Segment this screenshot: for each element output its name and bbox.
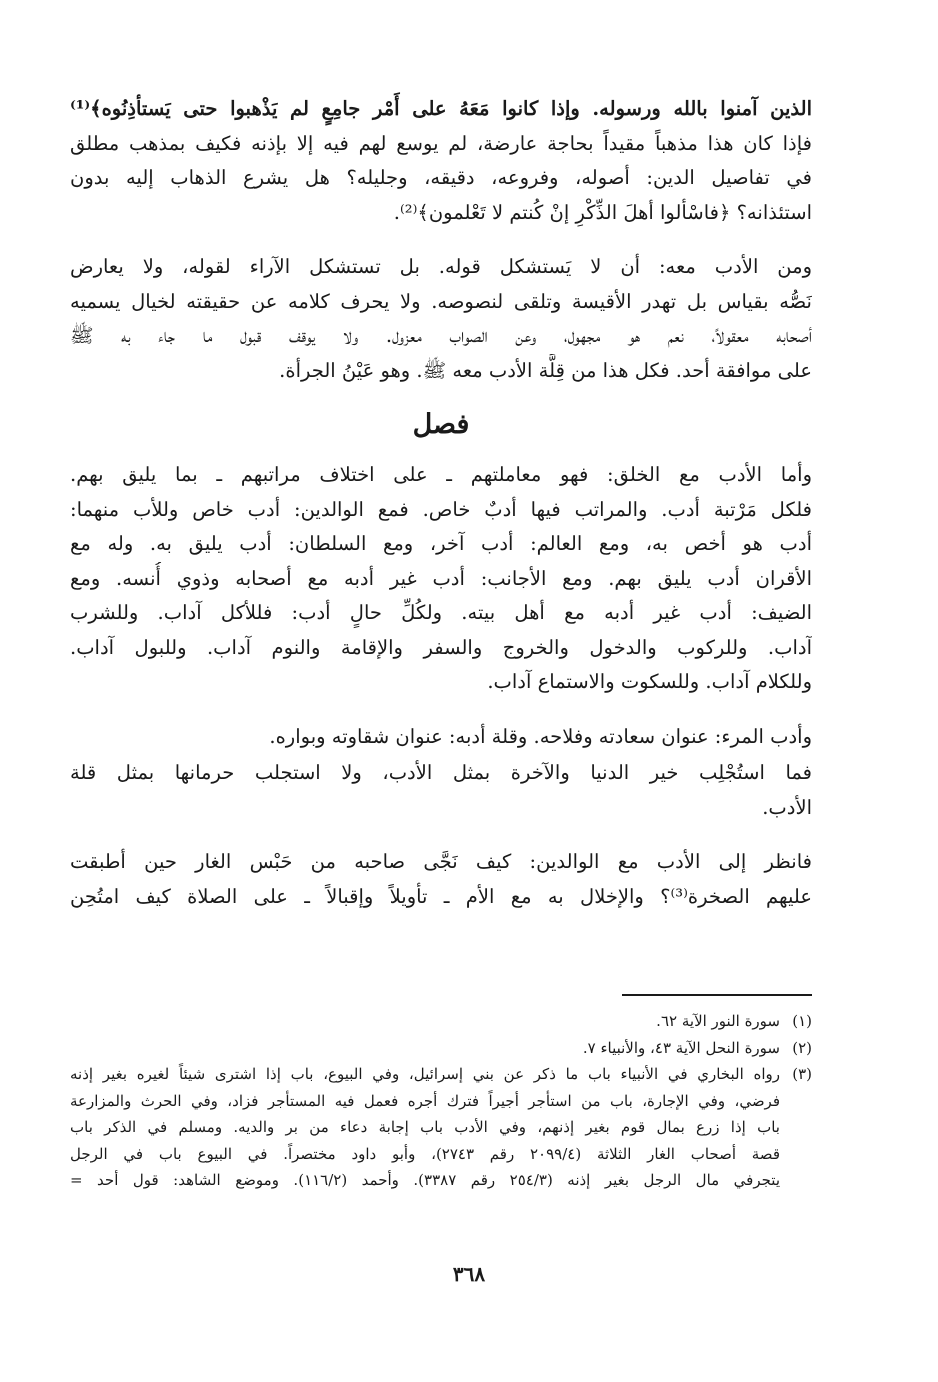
footnote-2 — [70, 1035, 812, 1062]
footnote-number: (٣) — [792, 1065, 812, 1083]
text-line: أدب هو أخص به، ومع العالم: أدب آخر، ومع السلطان: أدب يليق به. وله مع — [70, 532, 812, 555]
section-title: فصل — [412, 409, 470, 440]
text-line: قصة أصحاب الغار الثلاثة (٢٠٩٩/٤ رقم ٢٧٤٣)، وأبو داود مختصراً. في البيوع باب في الرجل — [70, 1144, 780, 1163]
text-line: رواه البخاري في الأنبياء باب ما ذكر عن بني إسرائيل، وفي البيوع، باب إذا اشترى شيئاً لغيره بغير إذنه — [70, 1065, 780, 1083]
footnote-3 — [70, 1061, 812, 1194]
text-line: باب إذا زرع بمال قوم بغير إذنهم، وفي الأدب باب إجابة دعاء من بر والديه. ومسلم في الذكر باب — [70, 1118, 780, 1136]
text-line: الذين آمنوا بالله ورسوله. وإذا كانوا مَعَهُ على أَمْر جامِعٍ لم يَذْهبوا حتى يَستأذِنُوه﴾⁽¹⁾ — [70, 97, 812, 120]
text-line: وأدب المرء: عنوان سعادته وفلاحه. وقلة أدبه: عنوان شقاوته وبواره. — [269, 724, 812, 748]
text-line: في تفاصيل الدين: أصوله، وفروعه، دقيقه، وجليله؟ هل يشرع الذهاب إليه بدون — [70, 166, 812, 189]
paragraph-1 — [70, 92, 812, 230]
page-number: ٣٦٨ — [452, 1262, 486, 1286]
text-line: وأما الأدب مع الخلق: فهو معاملتهم ـ على اختلاف مراتبهم ـ بما يليق بهم. — [70, 463, 812, 486]
text-line: الأقران أدب يليق بهم. ومع الأجانب: أدب غير أدبه مع أصحابه وذوي أُنسه. ومع — [70, 566, 812, 590]
paragraph-2 — [70, 250, 812, 388]
text-line: سورة النحل الآية ٤٣، والأنبياء ٧. — [582, 1038, 780, 1057]
text-line: آداب. وللركوب والدخول والخروج والسفر والإقامة والنوم آداب. وللبول آداب. — [70, 635, 812, 659]
paragraph-3 — [70, 458, 812, 700]
text-line: عليهم الصخرة⁽³⁾؟ والإخلال به مع الأم ـ تأويلاً وإقبالاً ـ على الصلاة كيف امتُحِن — [70, 884, 812, 908]
text-line: الضيف: أدب غير أدبه مع أهل بيته. ولكُلِّ حالٍ أدب: فللأكل آداب. وللشرب — [70, 601, 812, 624]
text-line: نَصُّه بقياس بل تهدر الأقيسة وتلقى لنصوصه. ولا يحرف كلامه عن حقيقته لخيال يسميه — [70, 289, 812, 313]
text-line: وللكلام آداب. وللسكوت والاستماع آداب. — [487, 670, 812, 693]
paragraph-4 — [70, 720, 812, 755]
text-line: على موافقة أحد. فكل هذا من قِلَّة الأدب معه ﷺ. وهو عَيْنُ الجرأة. — [279, 358, 812, 382]
text-line: الأدب. — [762, 795, 812, 819]
text-line: فرضي، وفي الإجارة، باب من استأجر أجيراً فترك أجره فعمل فيه المستأجر فزاد، وفي الحرث والمزارعة — [70, 1091, 780, 1110]
page-body — [70, 92, 812, 934]
paragraph-6 — [70, 845, 812, 914]
footnote-text — [70, 1061, 780, 1194]
text-line: استئذانه؟ ﴿فاسْألوا أهلَ الذِّكْرِ إنْ كُنتم لا تَعْلمون﴾⁽²⁾. — [393, 200, 812, 224]
footnote-text — [70, 1035, 780, 1062]
text-line: أصحابه معقولاً، نعم هو مجهول، وعن الصواب معزول. ولا يوقف قبول ما جاء به ﷺ — [70, 324, 812, 347]
footnote-text — [70, 1008, 780, 1035]
paragraph-5 — [70, 756, 812, 825]
footnote-1 — [70, 1008, 812, 1035]
text-line: فإذا كان هذا مذهباً مقيداً بحاجة عارضة، لم يوسع لهم فيه إلا بإذنه فكيف بمذهب مطلق — [70, 131, 812, 155]
text-line: فانظر إلى الأدب مع الوالدين: كيف نَجَّى صاحبه من حَبْس الغار حين أطبقت — [70, 850, 812, 873]
text-line: يتجرفي مال الرجل بغير إذنه (٢٥٤/٣ رقم ٣٣٨٧). وأحمد (١١٦/٢). وموضع الشاهد: قول أحد = — [70, 1171, 780, 1189]
text-line: فلكل مَرْتبة أدب. والمراتب فيها أدبٌ خاص. فمع الوالدين: أدب خاص وللأب منهما: — [70, 497, 812, 521]
footnote-number: (١) — [792, 1012, 812, 1030]
text-line: فما استُجْلِب خير الدنيا والآخرة بمثل الأدب، ولا استجلب حرمانها بمثل قلة — [70, 761, 812, 784]
footnote-number: (٢) — [792, 1038, 812, 1057]
text-line: سورة النور الآية ٦٢. — [656, 1012, 780, 1030]
footnote-divider — [622, 994, 812, 996]
footnotes — [70, 1008, 812, 1194]
text-line: ومن الأدب معه: أن لا يَستشكل قوله. بل تستشكل الآراء لقوله، ولا يعارض — [70, 255, 812, 278]
